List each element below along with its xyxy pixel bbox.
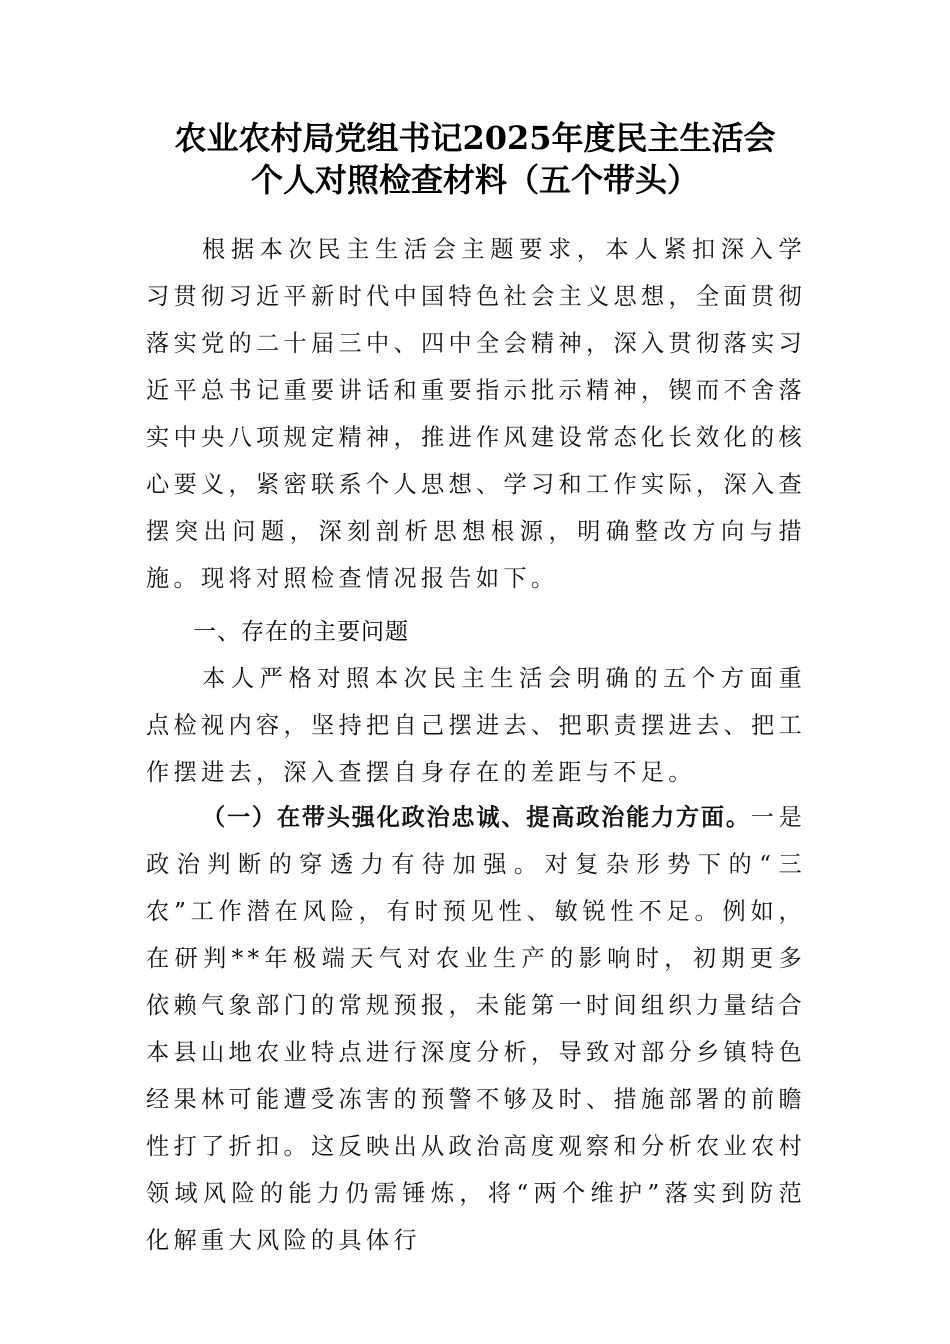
section-1-heading: 一、存在的主要问题 xyxy=(193,619,409,645)
intro-paragraph: 根据本次民主生活会主题要求，本人紧扣深入学习贯彻习近平新时代中国特色社会主义思想，全面贯彻落实党的二十届三中、四中全会精神，深入贯彻落实习近平总书记重要讲话和重要指示批示精神，锲而不舍落实中央八项规定精神，推进作风建设常态化长效化的核心要义，紧密联系个人思想、学习和工作实际，深入查摆突出问题，深刻剖析思想根源，明确整改方向与措施。现将对照检查情况报告如下。 xyxy=(146,236,806,592)
subsection-1-text: 一是政治判断的穿透力有待加强。对复杂形势下的“三农”工作潜在风险，有时预见性、敏锐性不足。例如，在研判**年极端天气对农业生产的影响时，初期更多依赖气象部门的常规预报，未能第一时间组织力量结合本县山地农业特点进行深度分析，导致对部分乡镇特色经果林可能遭受冻害的预警不够及时、措施部署的前瞻性打了折扣。这反映出从政治高度观察和分析农业农村领域风险的能力仍需锤炼，将“两个维护”落实到防范化解重大风险的具体行 xyxy=(146,804,806,1254)
subsection-1-paragraph xyxy=(146,794,806,1264)
document-title-line-2: 个人对照检查材料（五个带头） xyxy=(250,161,699,199)
document-title-line-1: 农业农村局党组书记2025年度民主生活会 xyxy=(174,119,776,157)
subsection-1-heading: （一）在带头强化政治忠诚、提高政治能力方面。 xyxy=(202,804,751,831)
section-1-paragraph: 本人严格对照本次民主生活会明确的五个方面重点检视内容，坚持把自己摆进去、把职责摆进去、把工作摆进去，深入查摆自身存在的差距与不足。 xyxy=(146,665,806,786)
